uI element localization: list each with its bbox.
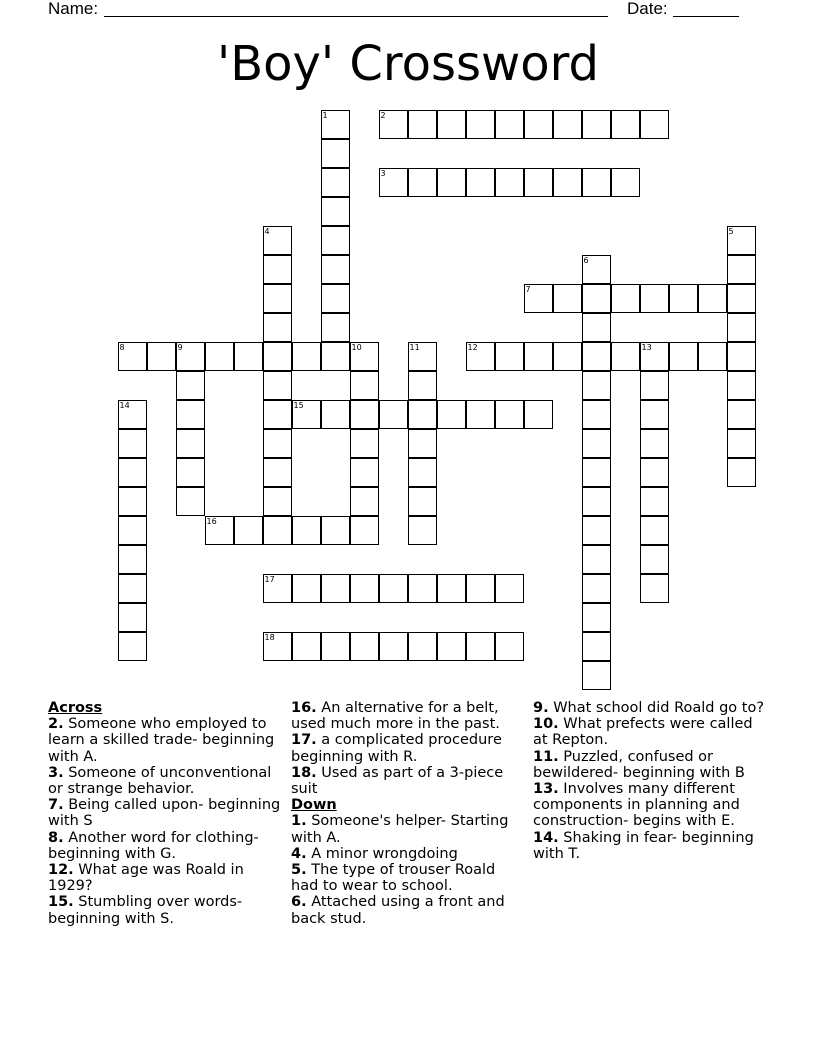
clue-text: What age was Roald in 1929? [48, 862, 244, 895]
across-clue [48, 830, 284, 862]
grid-cell[interactable] [640, 400, 669, 429]
clue-text: Stumbling over words- beginning with S. [48, 894, 243, 927]
clue-num: 15. [48, 894, 74, 911]
clue-text: a complicated procedure beginning with R. [291, 732, 502, 765]
grid-cell[interactable] [263, 487, 292, 516]
grid-cell[interactable] [698, 342, 727, 371]
clue-num: 4. [291, 845, 307, 862]
grid-cell[interactable] [640, 487, 669, 516]
grid-cell[interactable] [321, 632, 350, 661]
grid-cell[interactable] [263, 574, 292, 603]
down-clue [291, 813, 527, 845]
grid-cell[interactable] [379, 168, 408, 197]
grid-cell[interactable] [698, 284, 727, 313]
grid-cell[interactable] [408, 371, 437, 400]
grid-cell[interactable] [727, 371, 756, 400]
grid-cell[interactable] [350, 487, 379, 516]
grid-cell[interactable] [263, 458, 292, 487]
grid-cell[interactable] [582, 255, 611, 284]
clue-text: What school did Roald go to? [548, 700, 765, 716]
grid-cell[interactable] [640, 342, 669, 371]
grid-cell[interactable] [582, 545, 611, 574]
grid-cell[interactable] [582, 603, 611, 632]
grid-cell[interactable] [263, 400, 292, 429]
grid-cell[interactable] [408, 632, 437, 661]
clue-num: 10. [533, 716, 559, 733]
grid-cell[interactable] [466, 400, 495, 429]
grid-cell[interactable] [495, 632, 524, 661]
grid-cell[interactable] [640, 429, 669, 458]
across-clue [291, 765, 527, 797]
across-heading: Across [48, 700, 103, 716]
grid-cell[interactable] [263, 342, 292, 371]
grid-cell[interactable] [205, 516, 234, 545]
grid-cell[interactable] [176, 371, 205, 400]
grid-cell[interactable] [408, 342, 437, 371]
clue-number: 3 [380, 168, 386, 178]
grid-cell[interactable] [727, 429, 756, 458]
clue-text: An alternative for a belt, used much more in the past. [291, 700, 500, 733]
grid-cell[interactable] [524, 342, 553, 371]
grid-cell[interactable] [553, 342, 582, 371]
grid-cell[interactable] [408, 110, 437, 139]
grid-cell[interactable] [495, 168, 524, 197]
clue-text: Attached using a front and back stud. [291, 894, 505, 927]
grid-cell[interactable] [321, 139, 350, 168]
grid-cell[interactable] [408, 429, 437, 458]
grid-cell[interactable] [263, 371, 292, 400]
grid-cell[interactable] [321, 168, 350, 197]
grid-cell[interactable] [321, 255, 350, 284]
grid-cell[interactable] [292, 632, 321, 661]
name-label: Name: [48, 0, 99, 18]
grid-cell[interactable] [118, 632, 147, 661]
clue-num: 9. [533, 700, 549, 716]
grid-cell[interactable] [234, 342, 263, 371]
grid-cell[interactable] [582, 168, 611, 197]
clue-num: 14. [533, 829, 559, 846]
clue-number: 17 [264, 574, 275, 584]
grid-cell[interactable] [582, 516, 611, 545]
grid-cell[interactable] [640, 574, 669, 603]
across-clue [48, 894, 284, 926]
grid-cell[interactable] [321, 110, 350, 139]
clue-num: 13. [533, 781, 559, 798]
grid-cell[interactable] [408, 487, 437, 516]
grid-cell[interactable] [321, 342, 350, 371]
down-clue [291, 894, 527, 926]
clue-number: 18 [264, 632, 275, 642]
grid-cell[interactable] [524, 110, 553, 139]
grid-cell[interactable] [408, 574, 437, 603]
grid-cell[interactable] [176, 487, 205, 516]
grid-cell[interactable] [553, 110, 582, 139]
grid-cell[interactable] [640, 458, 669, 487]
clue-num: 8. [48, 829, 64, 846]
grid-cell[interactable] [263, 516, 292, 545]
down-clue [533, 830, 769, 862]
grid-cell[interactable] [379, 110, 408, 139]
grid-cell[interactable] [582, 371, 611, 400]
grid-cell[interactable] [118, 400, 147, 429]
grid-cell[interactable] [321, 197, 350, 226]
grid-cell[interactable] [437, 632, 466, 661]
grid-cell[interactable] [553, 168, 582, 197]
clue-num: 7. [48, 797, 64, 814]
grid-cell[interactable] [611, 168, 640, 197]
grid-cell[interactable] [727, 284, 756, 313]
grid-cell[interactable] [640, 284, 669, 313]
grid-cell[interactable] [350, 458, 379, 487]
clue-number: 16 [206, 516, 217, 526]
grid-cell[interactable] [147, 342, 176, 371]
grid-cell[interactable] [350, 371, 379, 400]
grid-cell[interactable] [234, 516, 263, 545]
across-clue [48, 765, 284, 797]
grid-cell[interactable] [350, 400, 379, 429]
clue-number: 6 [583, 255, 589, 265]
grid-cell[interactable] [727, 458, 756, 487]
grid-cell[interactable] [495, 342, 524, 371]
grid-cell[interactable] [263, 429, 292, 458]
across-clue [48, 797, 284, 829]
grid-cell[interactable] [118, 516, 147, 545]
clue-number: 10 [351, 342, 362, 352]
clue-text: Someone of unconventional or strange behavior. [48, 764, 272, 798]
clue-number: 14 [119, 400, 130, 410]
grid-cell[interactable] [524, 400, 553, 429]
grid-cell[interactable] [437, 400, 466, 429]
grid-cell[interactable] [582, 342, 611, 371]
clue-number: 8 [119, 342, 125, 352]
grid-cell[interactable] [118, 603, 147, 632]
grid-cell[interactable] [582, 313, 611, 342]
clue-number: 11 [409, 342, 420, 352]
grid-cell[interactable] [727, 313, 756, 342]
clue-column-2 [291, 700, 527, 927]
grid-cell[interactable] [727, 255, 756, 284]
down-clue [291, 846, 527, 862]
grid-cell[interactable] [176, 458, 205, 487]
grid-cell[interactable] [495, 574, 524, 603]
down-clue [533, 749, 769, 781]
grid-cell[interactable] [727, 226, 756, 255]
clue-num: 16. [291, 700, 317, 716]
grid-cell[interactable] [292, 516, 321, 545]
grid-cell[interactable] [524, 284, 553, 313]
grid-cell[interactable] [727, 342, 756, 371]
grid-cell[interactable] [118, 429, 147, 458]
page-title: 'Boy' Crossword [217, 36, 599, 92]
grid-cell[interactable] [118, 342, 147, 371]
grid-cell[interactable] [321, 226, 350, 255]
grid-cell[interactable] [292, 574, 321, 603]
grid-cell[interactable] [379, 574, 408, 603]
clue-text: Being called upon- beginning with S [48, 797, 281, 830]
grid-cell[interactable] [611, 110, 640, 139]
grid-cell[interactable] [466, 632, 495, 661]
grid-cell[interactable] [176, 342, 205, 371]
clue-text: A minor wrongdoing [306, 845, 458, 862]
grid-cell[interactable] [466, 168, 495, 197]
grid-cell[interactable] [292, 400, 321, 429]
grid-cell[interactable] [466, 574, 495, 603]
grid-cell[interactable] [582, 110, 611, 139]
grid-cell[interactable] [582, 458, 611, 487]
clue-number: 9 [177, 342, 183, 352]
grid-cell[interactable] [582, 574, 611, 603]
grid-cell[interactable] [350, 574, 379, 603]
grid-cell[interactable] [437, 574, 466, 603]
clue-number: 2 [380, 110, 386, 120]
grid-cell[interactable] [379, 400, 408, 429]
grid-cell[interactable] [640, 371, 669, 400]
clue-num: 11. [533, 748, 559, 765]
grid-cell[interactable] [350, 632, 379, 661]
grid-cell[interactable] [582, 429, 611, 458]
grid-cell[interactable] [263, 284, 292, 313]
grid-cell[interactable] [176, 400, 205, 429]
grid-cell[interactable] [582, 661, 611, 690]
grid-cell[interactable] [321, 284, 350, 313]
grid-cell[interactable] [669, 284, 698, 313]
grid-cell[interactable] [118, 574, 147, 603]
grid-cell[interactable] [350, 516, 379, 545]
across-clue [48, 862, 284, 894]
grid-cell[interactable] [292, 342, 321, 371]
grid-cell[interactable] [408, 400, 437, 429]
down-clue [291, 862, 527, 894]
grid-cell[interactable] [176, 429, 205, 458]
grid-cell[interactable] [350, 429, 379, 458]
clue-number: 13 [641, 342, 652, 352]
grid-cell[interactable] [437, 168, 466, 197]
down-clue [533, 781, 769, 830]
clue-text: The type of trouser Roald had to wear to school. [291, 862, 496, 895]
clue-number: 12 [467, 342, 478, 352]
date-label: Date: [627, 0, 668, 18]
down-clue [533, 716, 769, 748]
grid-cell[interactable] [408, 168, 437, 197]
grid-cell[interactable] [321, 516, 350, 545]
grid-cell[interactable] [350, 342, 379, 371]
grid-cell[interactable] [118, 458, 147, 487]
grid-cell[interactable] [263, 632, 292, 661]
grid-cell[interactable] [263, 313, 292, 342]
grid-cell[interactable] [495, 110, 524, 139]
clue-column-3 [533, 700, 769, 862]
clue-number: 7 [525, 284, 531, 294]
clue-num: 2. [48, 716, 64, 733]
grid-cell[interactable] [553, 284, 582, 313]
clue-num: 3. [48, 764, 64, 781]
clue-num: 12. [48, 862, 74, 879]
grid-cell[interactable] [263, 255, 292, 284]
grid-cell[interactable] [640, 516, 669, 545]
clue-num: 6. [291, 894, 307, 911]
clue-num: 5. [291, 862, 307, 879]
down-heading: Down [291, 797, 337, 814]
across-clue [291, 732, 527, 764]
grid-cell[interactable] [118, 545, 147, 574]
clue-text: Another word for clothing- beginning with G. [48, 829, 259, 862]
grid-cell[interactable] [495, 400, 524, 429]
clue-text: Someone who employed to learn a skilled trade- beginning with A. [48, 716, 275, 765]
grid-cell[interactable] [321, 574, 350, 603]
grid-cell[interactable] [582, 400, 611, 429]
clue-text: Puzzled, confused or bewildered- beginning with B [533, 748, 745, 781]
down-clue [533, 700, 769, 716]
grid-cell[interactable] [524, 168, 553, 197]
grid-cell[interactable] [582, 487, 611, 516]
grid-cell[interactable] [582, 284, 611, 313]
grid-cell[interactable] [118, 487, 147, 516]
grid-cell[interactable] [408, 458, 437, 487]
clue-num: 18. [291, 764, 317, 781]
grid-cell[interactable] [640, 110, 669, 139]
clue-text: What prefects were called at Repton. [533, 716, 753, 749]
clue-number: 15 [293, 400, 304, 410]
grid-cell[interactable] [640, 545, 669, 574]
grid-cell[interactable] [408, 516, 437, 545]
clue-number: 4 [264, 226, 270, 236]
clue-column-1 [48, 700, 284, 927]
clue-text: Used as part of a 3-piece suit [291, 764, 504, 798]
clue-num: 1. [291, 813, 307, 830]
clue-text: Someone's helper- Starting with A. [291, 813, 509, 846]
across-clue [48, 716, 284, 765]
grid-cell[interactable] [263, 226, 292, 255]
grid-cell[interactable] [379, 632, 408, 661]
grid-cell[interactable] [669, 342, 698, 371]
grid-cell[interactable] [611, 284, 640, 313]
grid-cell[interactable] [437, 110, 466, 139]
grid-cell[interactable] [611, 342, 640, 371]
grid-cell[interactable] [727, 400, 756, 429]
grid-cell[interactable] [466, 342, 495, 371]
across-clue [291, 700, 527, 732]
grid-cell[interactable] [466, 110, 495, 139]
grid-cell[interactable] [205, 342, 234, 371]
clue-text: Involves many different components in planning and construction- begins with E. [533, 781, 740, 830]
clue-num: 17. [291, 732, 317, 749]
clue-text: Shaking in fear- beginning with T. [533, 829, 754, 862]
grid-cell[interactable] [321, 313, 350, 342]
clue-number: 5 [728, 226, 734, 236]
grid-cell[interactable] [321, 400, 350, 429]
grid-cell[interactable] [582, 632, 611, 661]
clue-number: 1 [322, 110, 328, 120]
